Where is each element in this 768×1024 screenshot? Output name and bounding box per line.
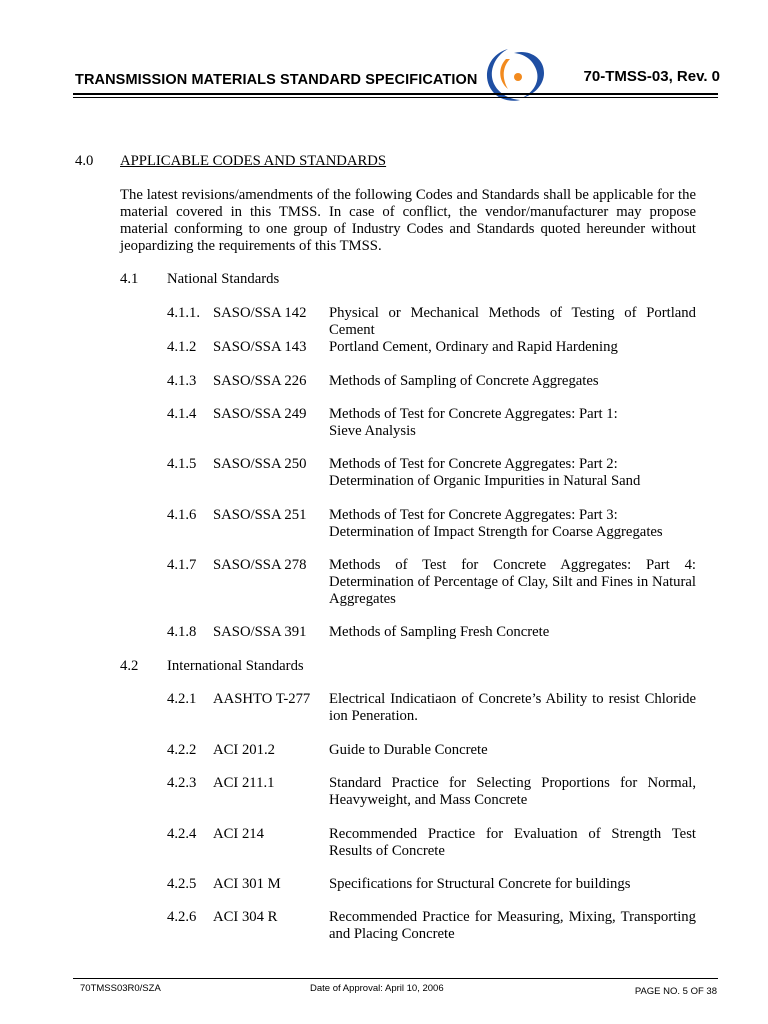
document-number: 70-TMSS-03, Rev. 0 [583,68,720,85]
item-number: 4.2.3 [167,775,197,791]
item-code: AASHTO T-277 [213,691,311,707]
item-code: ACI 301 M [213,876,281,892]
footer-page-number: PAGE NO. 5 OF 38 [634,986,717,997]
item-number: 4.1.4 [167,406,197,422]
item-number: 4.1.3 [167,373,197,389]
item-description: Specifications for Structural Concrete for buildings [329,876,631,892]
subsection-title: National Standards [167,271,280,287]
item-number: 4.1.7 [167,557,197,573]
item-number: 4.2.4 [167,826,197,842]
subsection-title: International Standards [167,658,304,674]
item-description: Methods of Test for Concrete Aggregates: Part 3: Determination of Impact Strength for Coarse Aggregates [329,507,663,540]
item-number: 4.2.6 [167,909,197,925]
item-number: 4.1.5 [167,456,197,472]
section-title: APPLICABLE CODES AND STANDARDS [120,153,387,169]
section-number: 4.0 [75,153,94,169]
item-description: Recommended Practice for Evaluation of Strength Test Results of Concrete [329,826,696,859]
item-number: 4.1.1. [167,305,201,321]
item-code: ACI 201.2 [213,742,276,758]
item-code: SASO/SSA 391 [213,624,307,640]
footer-approval-date: Date of Approval: April 10, 2006 [310,983,444,994]
item-description: Methods of Test for Concrete Aggregates: Part 2: Determination of Organic Impurities in Natural Sand [329,456,641,489]
item-number: 4.1.8 [167,624,197,640]
item-description: Standard Practice for Selecting Proportions for Normal, Heavyweight, and Mass Concrete [329,775,696,808]
footer-doc-code: 70TMSS03R0/SZA [80,983,161,994]
item-number: 4.2.1 [167,691,197,707]
footer-rule [73,978,718,979]
item-description: Methods of Sampling of Concrete Aggregates [329,373,599,389]
item-code: SASO/SSA 143 [213,339,307,355]
item-code: SASO/SSA 278 [213,557,307,573]
item-description: Recommended Practice for Measuring, Mixing, Transporting and Placing Concrete [329,909,696,942]
item-code: SASO/SSA 142 [213,305,307,321]
item-number: 4.2.2 [167,742,197,758]
subsection-number: 4.1 [120,271,139,287]
company-swoosh-logo-icon [478,45,558,105]
header-rule-thin [73,97,718,98]
item-code: ACI 304 R [213,909,278,925]
item-description: Guide to Durable Concrete [329,742,488,758]
item-code: ACI 211.1 [213,775,275,791]
item-code: SASO/SSA 250 [213,456,307,472]
item-number: 4.1.2 [167,339,197,355]
item-description: Methods of Test for Concrete Aggregates: Part 1: Sieve Analysis [329,406,618,439]
section-intro: The latest revisions/amendments of the following Codes and Standards shall be applicable for the material covered in this TMSS. In case of conflict, the vendor/manufacturer may propose material conforming to one group of Industry Codes and Standards quoted hereunder without jeopardizing the requirements of this TMSS. [120,187,696,254]
item-number: 4.2.5 [167,876,197,892]
item-description: Physical or Mechanical Methods of Testing of Portland Cement [329,305,696,338]
header-title: TRANSMISSION MATERIALS STANDARD SPECIFICATION [75,72,478,88]
item-description: Methods of Sampling Fresh Concrete [329,624,550,640]
item-code: SASO/SSA 226 [213,373,307,389]
item-code: ACI 214 [213,826,264,842]
header-rule [73,93,718,95]
item-description: Electrical Indicatiaon of Concrete’s Ability to resist Chloride ion Peneration. [329,691,696,724]
item-code: SASO/SSA 249 [213,406,307,422]
item-description: Methods of Test for Concrete Aggregates: Part 4: Determination of Percentage of Clay, Silt and Fines in Natural Aggregates [329,557,696,607]
item-code: SASO/SSA 251 [213,507,307,523]
item-description: Portland Cement, Ordinary and Rapid Hardening [329,339,618,355]
item-number: 4.1.6 [167,507,197,523]
subsection-number: 4.2 [120,658,139,674]
